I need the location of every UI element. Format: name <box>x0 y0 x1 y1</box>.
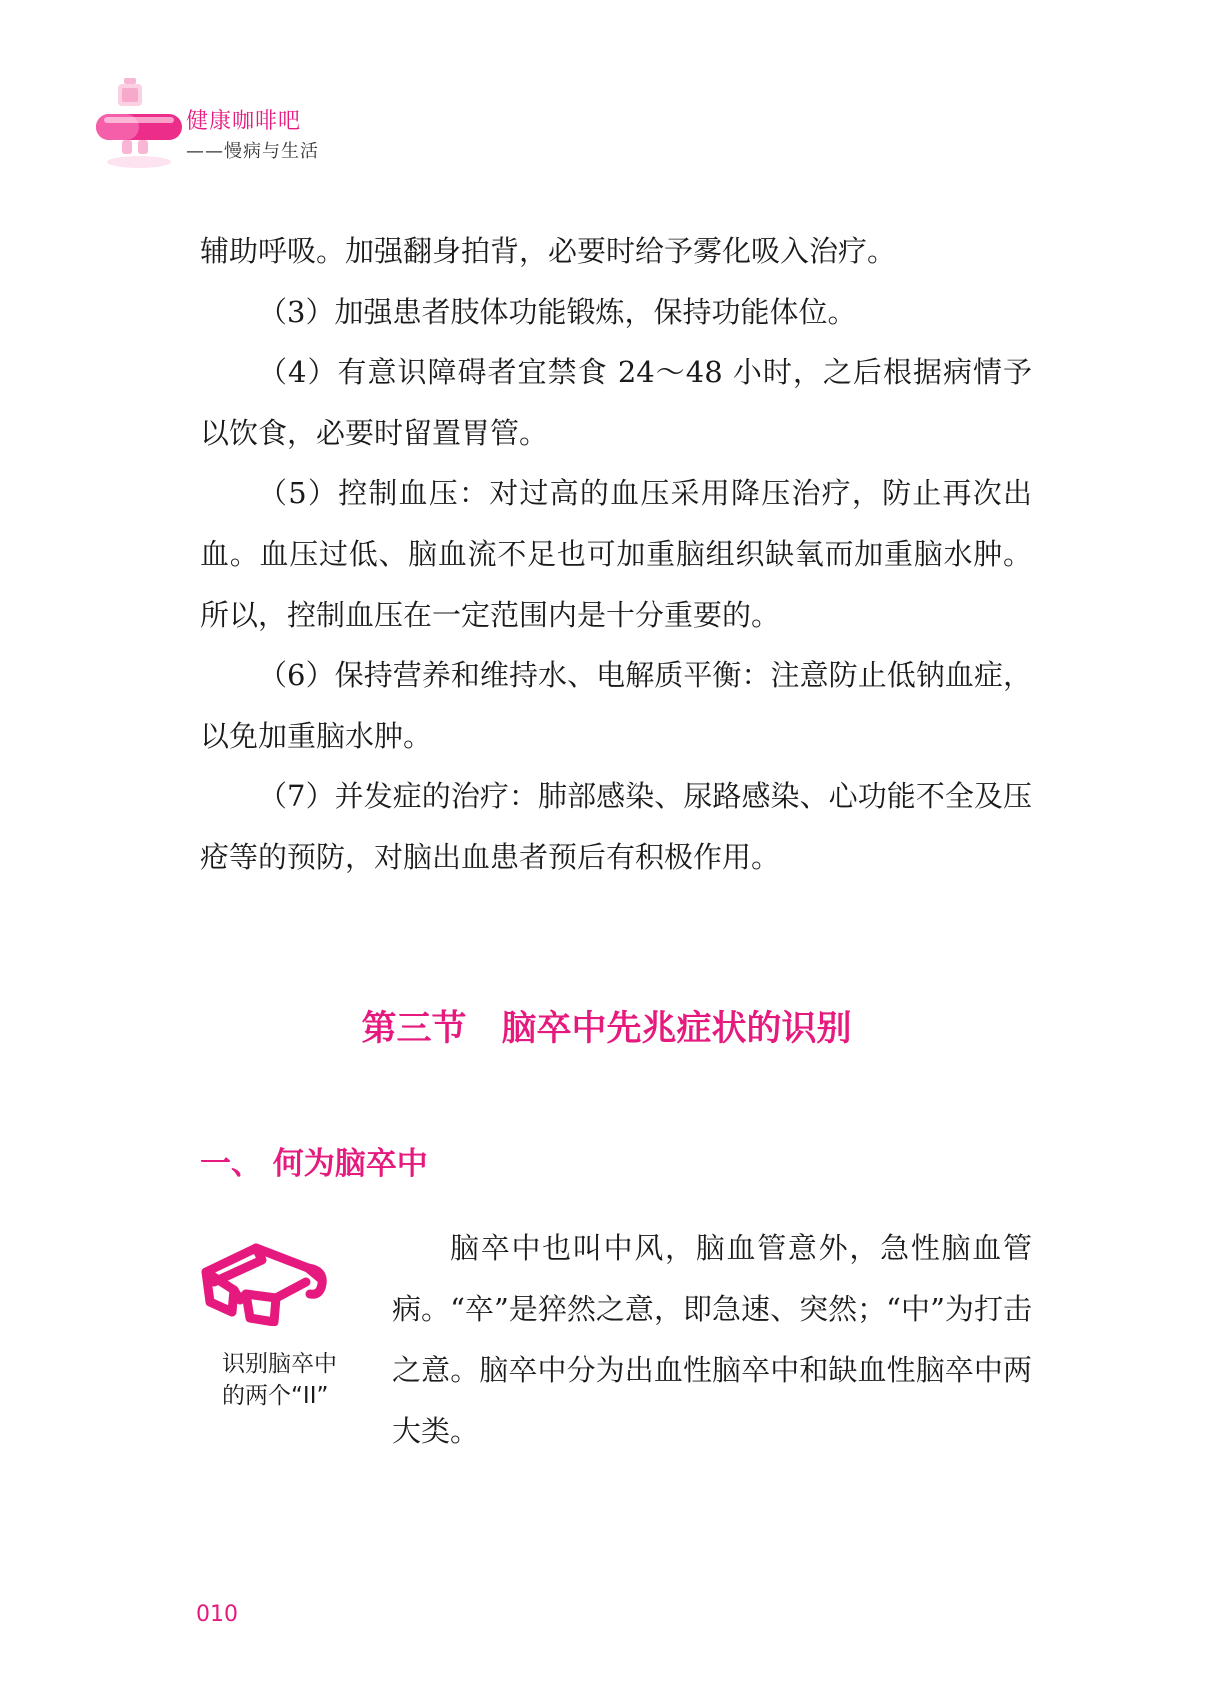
running-header-subtitle: ——慢病与生活 <box>186 141 319 162</box>
pill-capsule-icon <box>92 76 186 172</box>
subheading: 一、 何为脑卒中 <box>200 1146 428 1182</box>
body-paragraph: （7）并发症的治疗：肺部感染、尿路感染、心功能不全及压疮等的预防，对脑出血患者预后有积极作用。 <box>200 779 1032 874</box>
sidebar-note-line: 识别脑卒中 <box>222 1351 337 1377</box>
running-header-title: 健康咖啡吧 <box>186 109 302 134</box>
page-number: 010 <box>196 1602 238 1627</box>
body-paragraph: （3）加强患者肢体功能锻炼，保持功能体位。 <box>258 295 857 329</box>
body-paragraph: （4）有意识障碍者宜禁食 24～48 小时，之后根据病情予以饮食，必要时留置胃管。 <box>200 355 1032 450</box>
section-paragraph: 脑卒中也叫中风，脑血管意外，急性脑血管病。“卒”是猝然之意，即急速、突然；“中”为打击之意。脑卒中分为出血性脑卒中和缺血性脑卒中两大类。 <box>392 1231 1032 1448</box>
body-paragraph: 辅助呼吸。加强翻身拍背，必要时给予雾化吸入治疗。 <box>200 234 897 268</box>
sidebar-note <box>222 1348 372 1412</box>
body-paragraph: （6）保持营养和维持水、电解质平衡：注意防止低钠血症，以免加重脑水肿。 <box>200 658 1032 753</box>
glasses-icon <box>196 1242 330 1326</box>
body-paragraph: （5）控制血压：对过高的血压采用降压治疗，防止再次出血。血压过低、脑血流不足也可加重脑组织缺氧而加重脑水肿。所以，控制血压在一定范围内是十分重要的。 <box>200 476 1032 632</box>
section-title: 第三节 脑卒中先兆症状的识别 <box>361 1009 852 1049</box>
sidebar-note-line: 的两个“II” <box>222 1383 329 1409</box>
